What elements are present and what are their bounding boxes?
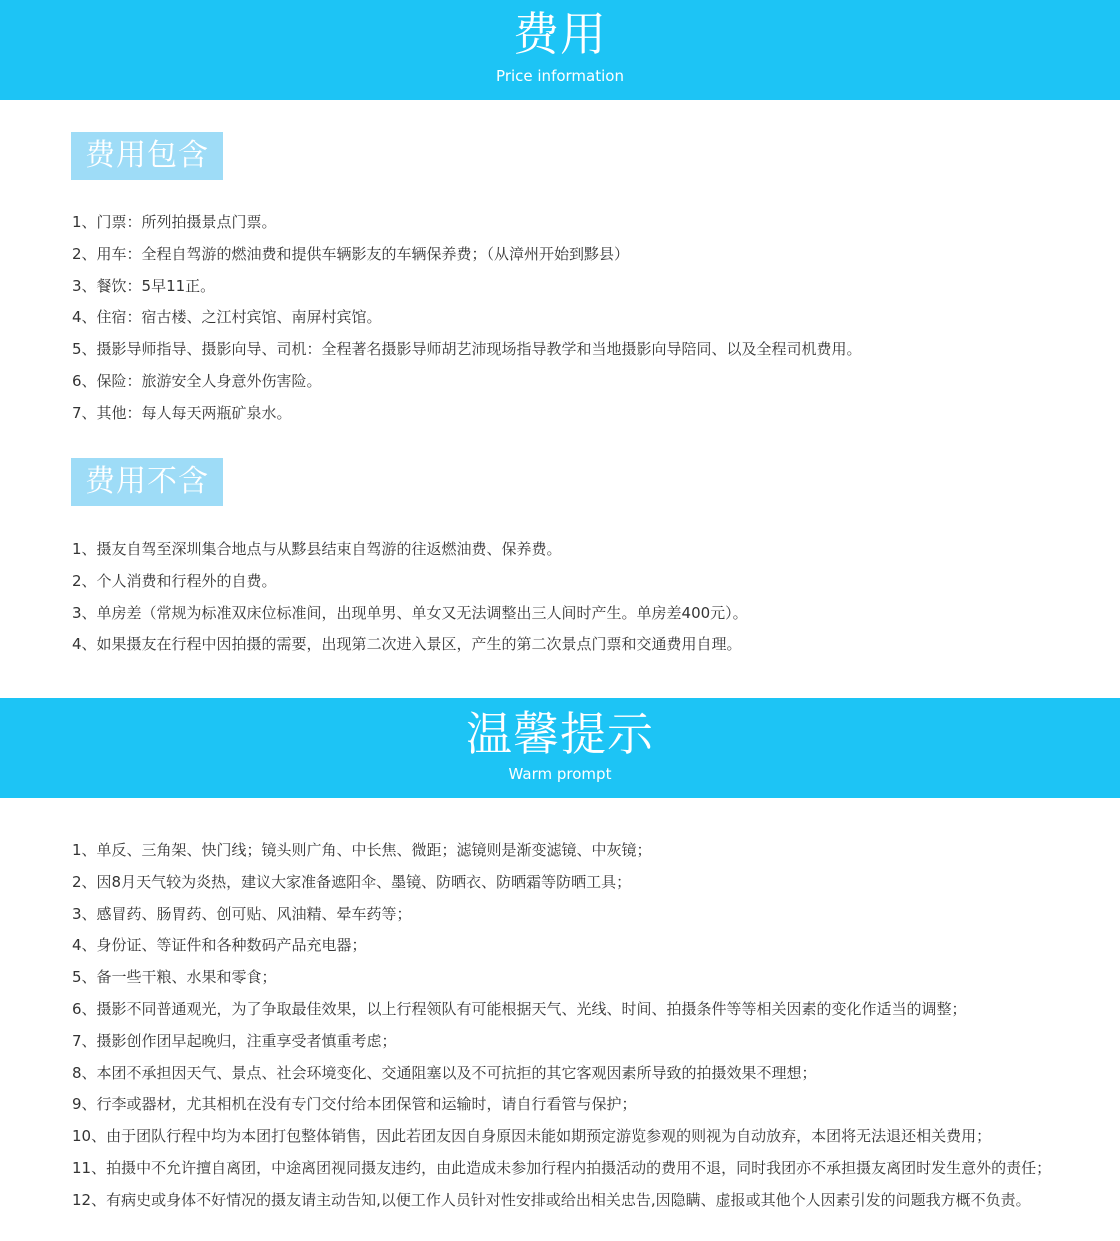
fees-banner <box>0 0 1120 100</box>
list-item: 10、由于团队行程中均为本团打包整体销售，因此若团友因自身原因未能如期预定游览参观的则视为自动放弃，本团将无法退还相关费用； <box>72 1127 992 1146</box>
list-item: 12、有病史或身体不好情况的摄友请主动告知,以便工作人员针对性安排或给出相关忠告,因隐瞒、虚报或其他个人因素引发的问题我方概不负责。 <box>72 1190 1031 1209</box>
list-item: 1、门票：所列拍摄景点门票。 <box>72 213 277 231</box>
list-item: 7、摄影创作团早起晚归，注重享受者慎重考虑； <box>72 1031 397 1050</box>
fees-included-list <box>72 207 862 430</box>
list-item: 3、单房差（常规为标准双床位标准间，出现单男、单女又无法调整出三人间时产生。单房差400元）。 <box>72 603 748 622</box>
list-item: 7、其他：每人每天两瓶矿泉水。 <box>72 403 292 422</box>
list-item: 9、行李或器材，尤其相机在没有专门交付给本团保管和运输时，请自行看管与保护； <box>72 1095 637 1114</box>
fees-banner-title: 费用 <box>513 7 607 61</box>
list-item: 1、单反、三角架、快门线；镜头则广角、中长焦、微距；滤镜则是渐变滤镜、中灰镜； <box>72 841 652 859</box>
fees-excluded-list <box>72 534 748 661</box>
list-item: 1、摄友自驾至深圳集合地点与从黟县结束自驾游的往返燃油费、保养费。 <box>72 540 562 558</box>
list-item: 3、餐饮：5早11正。 <box>72 276 216 295</box>
list-item: 11、拍摄中不允许擅自离团，中途离团视同摄友违约，由此造成未参加行程内拍摄活动的费用不退，同时我团亦不承担摄友离团时发生意外的责任； <box>72 1158 1052 1177</box>
fees-included-heading: 费用包含 <box>71 132 223 180</box>
fees-excluded-heading: 费用不含 <box>71 458 223 506</box>
list-item: 5、摄影导师指导、摄影向导、司机：全程著名摄影导师胡艺沛现场指导教学和当地摄影向导陪同、以及全程司机费用。 <box>72 340 862 359</box>
list-item: 4、如果摄友在行程中因拍摄的需要，出现第二次进入景区，产生的第二次景点门票和交通费用自理。 <box>72 635 742 654</box>
tips-banner-subtitle: Warm prompt <box>508 765 612 783</box>
list-item: 4、身份证、等证件和各种数码产品充电器； <box>72 936 367 955</box>
fees-banner-subtitle: Price information <box>496 67 624 85</box>
tips-banner-title: 温馨提示 <box>466 707 654 761</box>
list-item: 2、因8月天气较为炎热，建议大家准备遮阳伞、墨镜、防晒衣、防晒霜等防晒工具； <box>72 872 632 891</box>
list-item: 5、备一些干粮、水果和零食； <box>72 968 277 987</box>
list-item: 4、住宿：宿古楼、之江村宾馆、南屏村宾馆。 <box>72 308 382 327</box>
tips-list <box>72 835 1051 1217</box>
list-item: 6、摄影不同普通观光，为了争取最佳效果，以上行程领队有可能根据天气、光线、时间、拍摄条件等等相关因素的变化作适当的调整； <box>72 999 967 1018</box>
list-item: 8、本团不承担因天气、景点、社会环境变化、交通阻塞以及不可抗拒的其它客观因素所导致的拍摄效果不理想； <box>72 1063 817 1082</box>
list-item: 2、个人消费和行程外的自费。 <box>72 571 277 590</box>
list-item: 3、感冒药、肠胃药、创可贴、风油精、晕车药等； <box>72 904 412 923</box>
list-item: 6、保险：旅游安全人身意外伤害险。 <box>72 371 322 390</box>
tips-banner <box>0 698 1120 798</box>
list-item: 2、用车：全程自驾游的燃油费和提供车辆影友的车辆保养费；（从漳州开始到黟县） <box>72 244 630 263</box>
